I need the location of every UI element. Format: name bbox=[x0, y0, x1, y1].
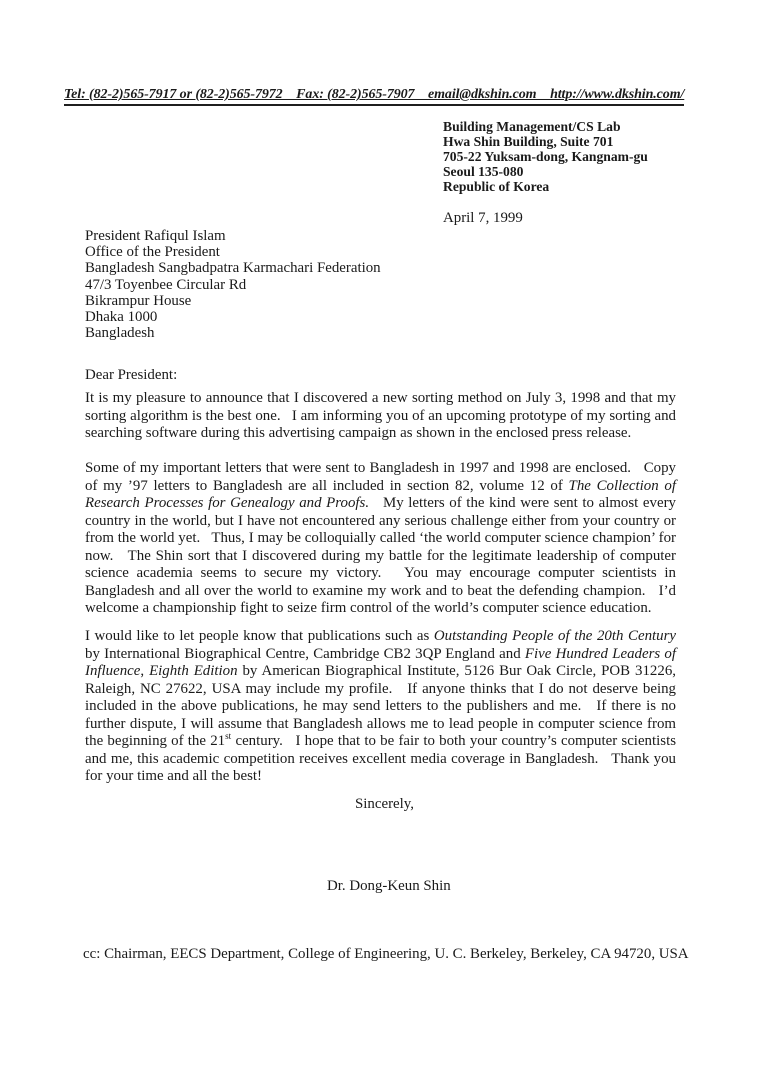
body-paragraph-1: It is my pleasure to announce that I discovered a new sorting method on July 3, 1998 and that my sorting algorithm is the best one. I am informing you of an upcoming prototype of my sorting and searching software during this advertising campaign as shown in the enclosed press release. bbox=[85, 390, 680, 441]
date-line: April 7, 1999 bbox=[443, 210, 523, 226]
recipient-address-block bbox=[85, 228, 381, 341]
recipient-address-line: 47/3 Toyenbee Circular Rd bbox=[85, 276, 247, 293]
recipient-address-line: Office of the President bbox=[85, 244, 220, 261]
salutation: Dear President: bbox=[85, 367, 178, 383]
sender-address-line: Hwa Shin Building, Suite 701 bbox=[443, 134, 614, 149]
body-paragraph-3: I would like to let people know that publications such as Outstanding People of the 20th Century by International Biographical Centre, Cambridge CB2 3QP England and Five Hundred Leaders of Influence, Eighth Edition by American Biographical Institute, 5126 Bur Oak Circle, POB 31226, Raleigh, NC 27622, USA may include my profile. If anyone thinks that I do not deserve being included in the above publications, he may send letters to the publishers and me. If there is no further dispute, I will assume that Bangladesh allows me to lead people in computer science from the beginning of the 21st century. I hope that to be fair to both your country’s computer scientists and me, this academic competition receives excellent media coverage in Bangladesh. Thank you for your time and all the best! bbox=[85, 628, 680, 784]
recipient-address-line: Bikrampur House bbox=[85, 292, 192, 309]
recipient-address-line: Dhaka 1000 bbox=[85, 309, 158, 326]
recipient-address-line: Bangladesh Sangbadpatra Karmachari Federation bbox=[85, 260, 381, 277]
sender-address-line: 705-22 Yuksam-dong, Kangnam-gu bbox=[443, 149, 648, 164]
recipient-address-line: Bangladesh bbox=[85, 325, 155, 342]
body-paragraph-2: Some of my important letters that were sent to Bangladesh in 1997 and 1998 are enclosed. Copy of my ’97 letters to Bangladesh are all included in section 82, volume 12 of The Collection of Research Processes for Genealogy and Proofs. My letters of the kind were sent to almost every country in the world, but I have not encountered any serious challenge either from your country or from the world yet. Thus, I may be colloquially called ‘the world computer science champion’ for now. The Shin sort that I discovered during my battle for the legitimate leadership of computer science academia seems to secure my victory. You may encourage computer scientists in Bangladesh and all over the world to examine my work and to beat the defending champion. I’d welcome a championship fight to seize firm control of the world’s computer science education. bbox=[85, 460, 680, 616]
sender-address-block bbox=[443, 119, 648, 194]
sender-address-line: Seoul 135-080 bbox=[443, 164, 524, 179]
sender-address-line: Republic of Korea bbox=[443, 179, 550, 194]
closing-sincerely: Sincerely, bbox=[355, 796, 414, 812]
cc-line: cc: Chairman, EECS Department, College of Engineering, U. C. Berkeley, Berkeley, CA 94720, USA bbox=[83, 946, 689, 962]
signature-name: Dr. Dong-Keun Shin bbox=[327, 878, 451, 894]
recipient-address-line: President Rafiqul Islam bbox=[85, 228, 226, 244]
contact-info-text: Tel: (82-2)565-7917 or (82-2)565-7972 Fax: (82-2)565-7907 email@dkshin.com http://www.dkshin.com/ bbox=[64, 87, 685, 102]
contact-info-line bbox=[64, 85, 684, 106]
sender-address-line: Building Management/CS Lab bbox=[443, 119, 621, 134]
